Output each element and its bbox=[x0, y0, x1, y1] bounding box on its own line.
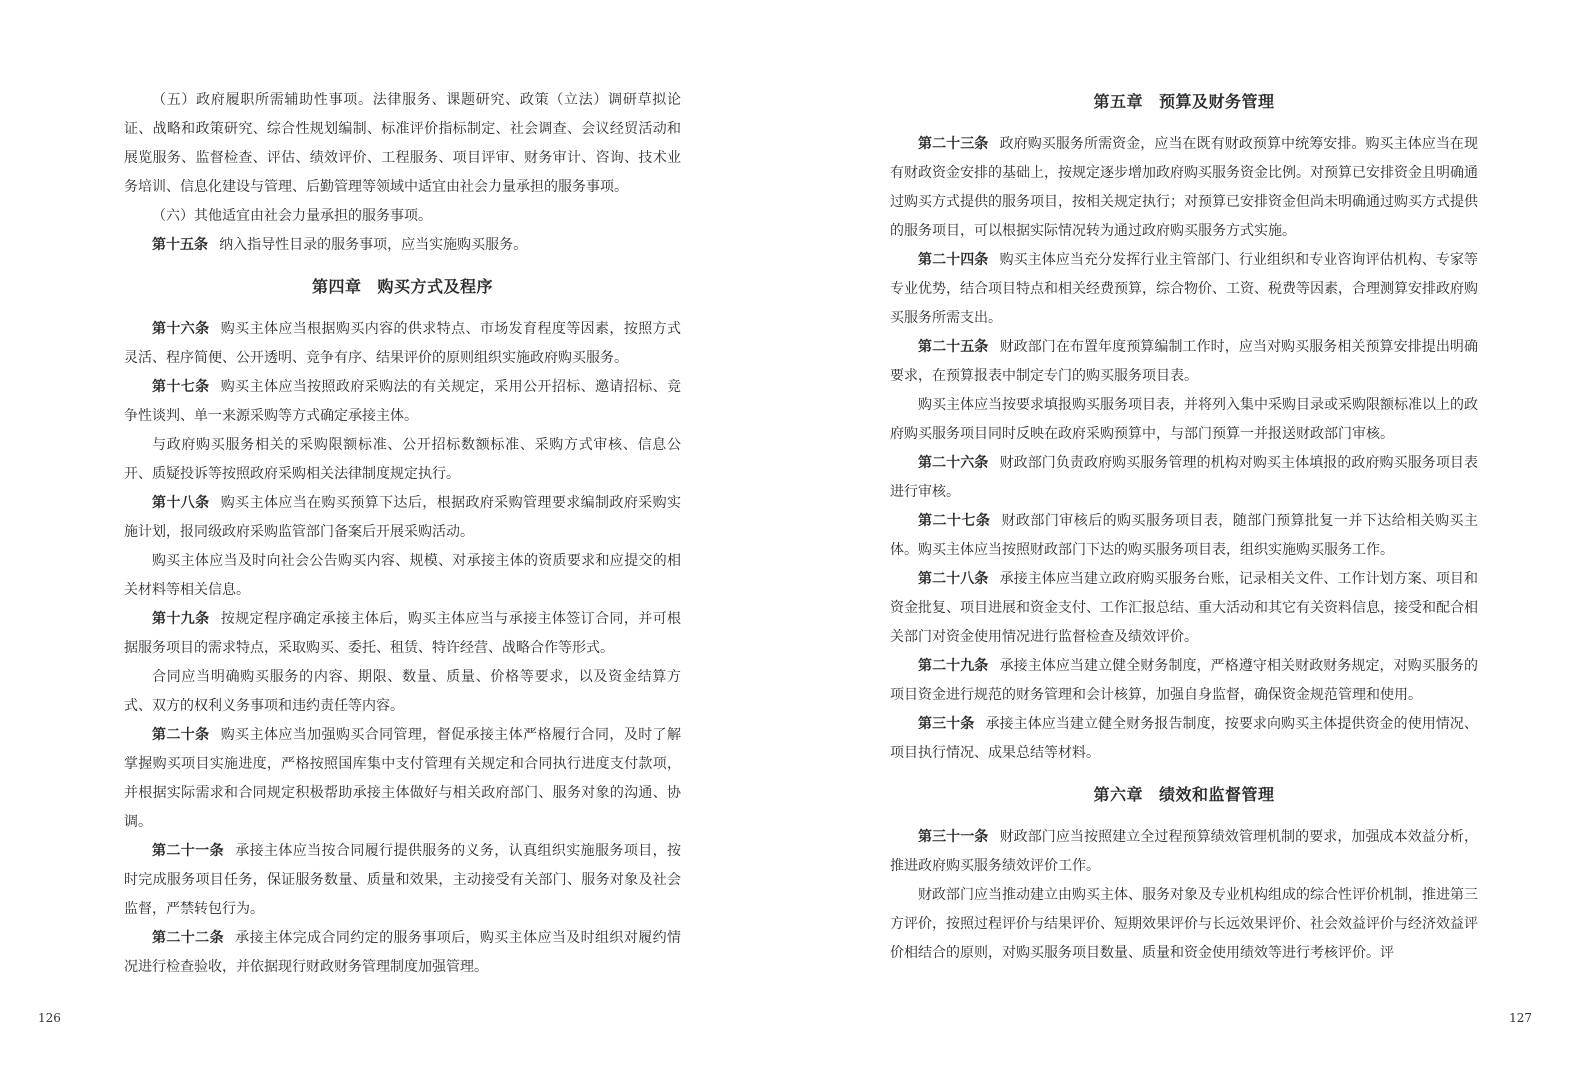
chapter-title bbox=[124, 273, 681, 301]
chapter-number: 第四章 bbox=[311, 277, 362, 296]
paragraph-text: 按规定程序确定承接主体后，购买主体应当与承接主体签订合同，并可根据服务项目的需求特点，采取购买、委托、租赁、特许经营、战略合作等形式。 bbox=[124, 611, 682, 656]
paragraph-text: 购买主体应当根据购买内容的供求特点、市场发育程度等因素，按照方式灵活、程序简便、公开透明、竞争有序、结果评价的原则组织实施政府购买服务。 bbox=[124, 321, 682, 366]
paragraph-text: 纳入指导性目录的服务事项，应当实施购买服务。 bbox=[219, 237, 528, 253]
left-page-text bbox=[124, 86, 681, 982]
right-page-text bbox=[890, 88, 1478, 968]
paragraph-text: 承接主体应当建立健全财务制度，严格遵守相关财政财务规定，对购买服务的项目资金进行规范的财务管理和会计核算，加强自身监督，确保资金规范管理和使用。 bbox=[890, 658, 1479, 703]
paragraph-text: （五）政府履职所需辅助性事项。法律服务、课题研究、政策（立法）调研草拟论证、战略和政策研究、综合性规划编制、标准评价指标制定、社会调查、会议经贸活动和展览服务、监督检查、评估、绩效评价、工程服务、项目评审、财务审计、咨询、技术业务培训、信息化建设与管理、后勤管理等领域中适宜由社会力量承担的服务事项。 bbox=[124, 92, 681, 195]
article-number: 第二十二条 bbox=[152, 930, 224, 946]
paragraph bbox=[890, 881, 1478, 968]
chapter-title bbox=[890, 88, 1478, 116]
paragraph-text: 政府购买服务所需资金，应当在既有财政预算中统筹安排。购买主体应当在现有财政资金安排的基础上，按规定逐步增加政府购买服务资金比例。对预算已安排资金且明确通过购买方式提供的服务项目，按相关规定执行；对预算已安排资金但尚未明确通过购买方式提供的服务项目，可以根据实际情况转为通过政府购买服务方式实施。 bbox=[890, 136, 1479, 239]
paragraph bbox=[124, 86, 681, 202]
paragraph-text: 承接主体应当建立健全财务报告制度，按要求向购买主体提供资金的使用情况、项目执行情况、成果总结等材料。 bbox=[890, 716, 1478, 761]
paragraph-text: 承接主体完成合同约定的服务事项后，购买主体应当及时组织对履约情况进行检查验收，并依据现行财政财务管理制度加强管理。 bbox=[124, 930, 682, 975]
paragraph bbox=[890, 130, 1478, 246]
paragraph-text: 购买主体应当充分发挥行业主管部门、行业组织和专业咨询评估机构、专家等专业优势，结合项目特点和相关经费预算，综合物价、工资、税费等因素，合理测算安排政府购买服务所需支出。 bbox=[890, 252, 1479, 326]
paragraph bbox=[124, 663, 681, 721]
paragraph bbox=[124, 605, 681, 663]
right-page bbox=[794, 0, 1587, 1077]
article-number: 第三十一条 bbox=[918, 829, 989, 845]
paragraph bbox=[124, 431, 681, 489]
article-number: 第二十四条 bbox=[918, 252, 989, 268]
paragraph bbox=[124, 489, 681, 547]
paragraph-text: 财政部门应当推动建立由购买主体、服务对象及专业机构组成的综合性评价机制，推进第三方评价，按照过程评价与结果评价、短期效果评价与长远效果评价、社会效益评价与经济效益评价相结合的原则，对购买服务项目数量、质量和资金使用绩效等进行考核评价。评 bbox=[890, 887, 1478, 961]
paragraph bbox=[890, 823, 1478, 881]
article-number: 第二十八条 bbox=[918, 571, 989, 587]
paragraph-text: 购买主体应当在购买预算下达后，根据政府采购管理要求编制政府采购实施计划，报同级政府采购监管部门备案后开展采购活动。 bbox=[124, 495, 682, 540]
article-number: 第十九条 bbox=[152, 611, 210, 627]
paragraph bbox=[890, 565, 1478, 652]
paragraph bbox=[890, 652, 1478, 710]
chapter-name: 绩效和监督管理 bbox=[1159, 785, 1275, 804]
paragraph bbox=[890, 710, 1478, 768]
article-number: 第三十条 bbox=[918, 716, 975, 732]
paragraph bbox=[124, 837, 681, 924]
article-number: 第二十条 bbox=[152, 727, 210, 743]
chapter-title bbox=[890, 781, 1478, 809]
paragraph-text: 承接主体应当按合同履行提供服务的义务，认真组织实施服务项目，按时完成服务项目任务，保证服务数量、质量和效果，主动接受有关部门、服务对象及社会监督，严禁转包行为。 bbox=[124, 843, 682, 917]
paragraph-text: 财政部门应当按照建立全过程预算绩效管理机制的要求，加强成本效益分析，推进政府购买服务绩效评价工作。 bbox=[890, 829, 1479, 874]
article-number: 第十八条 bbox=[152, 495, 210, 511]
article-number: 第十六条 bbox=[152, 321, 210, 337]
chapter-number: 第五章 bbox=[1093, 92, 1143, 111]
page-number: 127 bbox=[1509, 1011, 1532, 1025]
paragraph-text: 购买主体应当按要求填报购买服务项目表，并将列入集中采购目录或采购限额标准以上的政府购买服务项目同时反映在政府采购预算中，与部门预算一并报送财政部门审核。 bbox=[890, 397, 1478, 442]
paragraph bbox=[124, 721, 681, 837]
paragraph bbox=[124, 231, 681, 260]
chapter-number: 第六章 bbox=[1093, 785, 1143, 804]
article-number: 第二十三条 bbox=[918, 136, 989, 152]
paragraph-text: 财政部门审核后的购买服务项目表，随部门预算批复一并下达给相关购买主体。购买主体应当按照财政部门下达的购买服务项目表，组织实施购买服务工作。 bbox=[890, 513, 1479, 558]
paragraph bbox=[890, 449, 1478, 507]
paragraph-text: 财政部门负责政府购买服务管理的机构对购买主体填报的政府购买服务项目表进行审核。 bbox=[890, 455, 1479, 500]
paragraph bbox=[890, 246, 1478, 333]
paragraph-text: 购买主体应当按照政府采购法的有关规定，采用公开招标、邀请招标、竞争性谈判、单一来源采购等方式确定承接主体。 bbox=[124, 379, 682, 424]
chapter-name: 预算及财务管理 bbox=[1159, 92, 1275, 111]
paragraph-text: （六）其他适宜由社会力量承担的服务事项。 bbox=[152, 208, 432, 224]
paragraph bbox=[124, 547, 681, 605]
paragraph bbox=[124, 373, 681, 431]
paragraph bbox=[124, 924, 681, 982]
paragraph-text: 购买主体应当及时向社会公告购买内容、规模、对承接主体的资质要求和应提交的相关材料等相关信息。 bbox=[124, 553, 681, 598]
paragraph-text: 购买主体应当加强购买合同管理，督促承接主体严格履行合同，及时了解掌握购买项目实施进度，严格按照国库集中支付管理有关规定和合同执行进度支付款项，并根据实际需求和合同规定积极帮助承接主体做好与相关政府部门、服务对象的沟通、协调。 bbox=[124, 727, 682, 830]
left-page bbox=[0, 0, 793, 1077]
article-number: 第二十六条 bbox=[918, 455, 989, 471]
paragraph-text: 合同应当明确购买服务的内容、期限、数量、质量、价格等要求，以及资金结算方式、双方的权利义务事项和违约责任等内容。 bbox=[124, 669, 681, 714]
page-number: 126 bbox=[38, 1011, 61, 1025]
article-number: 第二十五条 bbox=[918, 339, 989, 355]
article-number: 第二十七条 bbox=[918, 513, 991, 529]
paragraph-text: 承接主体应当建立政府购买服务台账，记录相关文件、工作计划方案、项目和资金批复、项目进展和资金支付、工作汇报总结、重大活动和其它有关资料信息，接受和配合相关部门对资金使用情况进行监督检查及绩效评价。 bbox=[890, 571, 1479, 645]
paragraph-text: 财政部门在布置年度预算编制工作时，应当对购买服务相关预算安排提出明确要求，在预算报表中制定专门的购买服务项目表。 bbox=[890, 339, 1479, 384]
paragraph bbox=[890, 507, 1478, 565]
paragraph bbox=[890, 391, 1478, 449]
paragraph bbox=[124, 202, 681, 231]
article-number: 第十五条 bbox=[152, 237, 208, 253]
article-number: 第二十一条 bbox=[152, 843, 224, 859]
paragraph bbox=[124, 315, 681, 373]
paragraph bbox=[890, 333, 1478, 391]
chapter-name: 购买方式及程序 bbox=[377, 277, 494, 296]
article-number: 第二十九条 bbox=[918, 658, 989, 674]
article-number: 第十七条 bbox=[152, 379, 210, 395]
paragraph-text: 与政府购买服务相关的采购限额标准、公开招标数额标准、采购方式审核、信息公开、质疑投诉等按照政府采购相关法律制度规定执行。 bbox=[124, 437, 681, 482]
